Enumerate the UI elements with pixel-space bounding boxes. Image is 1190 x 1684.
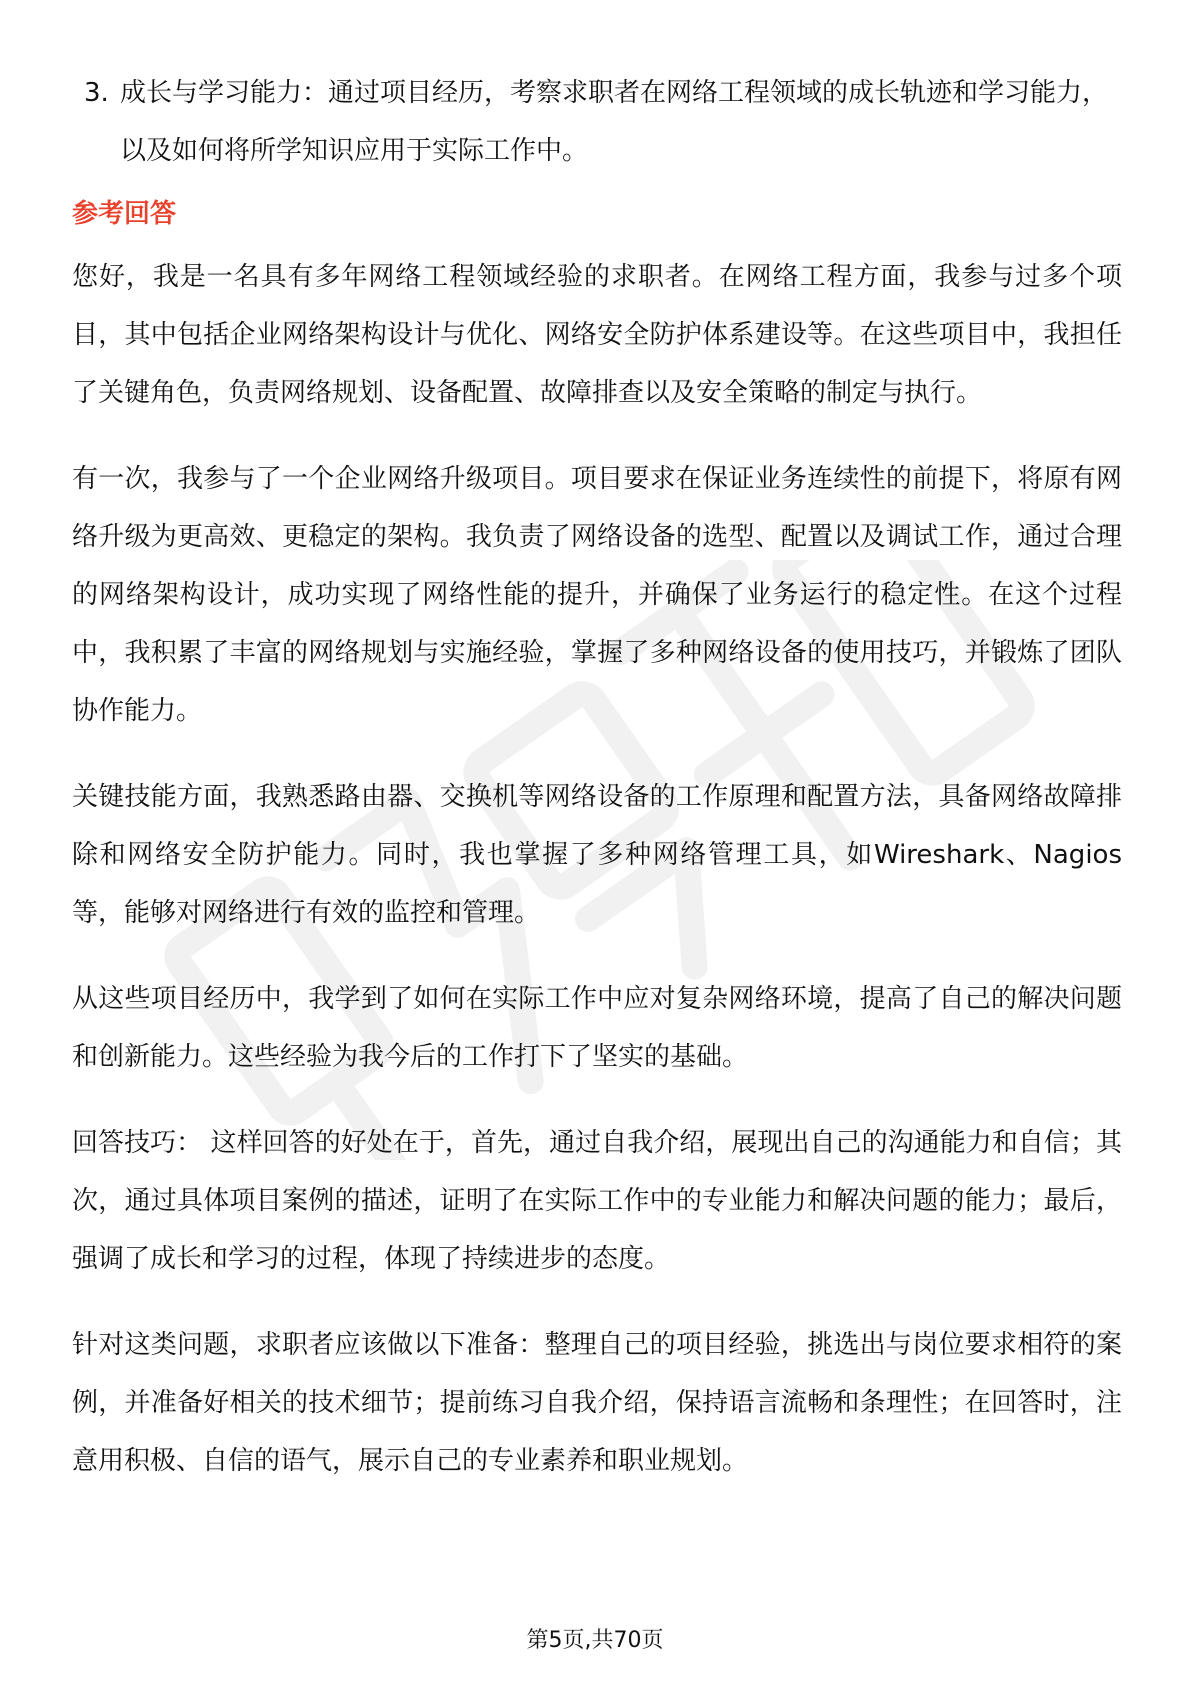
paragraph-skills: 关键技能方面，我熟悉路由器、交换机等网络设备的工作原理和配置方法，具备网络故障排除和网络安全防护能力。同时，我也掌握了多种网络管理工具，如Wireshark、Nagios等，能够对网络进行有效的监控和管理。 [72, 782, 1122, 928]
list-item [84, 64, 1122, 180]
paragraph-project: 有一次，我参与了一个企业网络升级项目。项目要求在保证业务连续性的前提下，将原有网络升级为更高效、更稳定的架构。我负责了网络设备的选型、配置以及调试工作，通过合理的网络架构设计，成功实现了网络性能的提升，并确保了业务运行的稳定性。在这个过程中，我积累了丰富的网络规划与实施经验，掌握了多种网络设备的使用技巧，并锻炼了团队协作能力。 [72, 464, 1122, 726]
paragraph-preparation: 针对这类问题，求职者应该做以下准备：整理自己的项目经验，挑选出与岗位要求相符的案例，并准备好相关的技术细节；提前练习自我介绍，保持语言流畅和条理性；在回答时，注意用积极、自信的语气，展示自己的专业素养和职业规划。 [72, 1330, 1122, 1476]
answer-heading: 参考回答 [72, 199, 177, 229]
list-item-number: 3. [84, 78, 109, 108]
page-content [72, 64, 1122, 1518]
list-item-text: 成长与学习能力：通过项目经历，考察求职者在网络工程领域的成长轨迹和学习能力，以及如何将所学知识应用于实际工作中。 [120, 78, 1109, 166]
page-number-footer: 第5页,共70页 [526, 1628, 664, 1653]
paragraph-tips: 回答技巧： 这样回答的好处在于，首先，通过自我介绍，展现出自己的沟通能力和自信；其次，通过具体项目案例的描述，证明了在实际工作中的专业能力和解决问题的能力；最后，强调了成长和学习的过程，体现了持续进步的态度。 [72, 1128, 1122, 1274]
paragraph-lessons: 从这些项目经历中，我学到了如何在实际工作中应对复杂网络环境，提高了自己的解决问题和创新能力。这些经验为我今后的工作打下了坚实的基础。 [72, 984, 1122, 1072]
paragraph-intro: 您好，我是一名具有多年网络工程领域经验的求职者。在网络工程方面，我参与过多个项目，其中包括企业网络架构设计与优化、网络安全防护体系建设等。在这些项目中，我担任了关键角色，负责网络规划、设备配置、故障排查以及安全策略的制定与执行。 [72, 262, 1122, 408]
